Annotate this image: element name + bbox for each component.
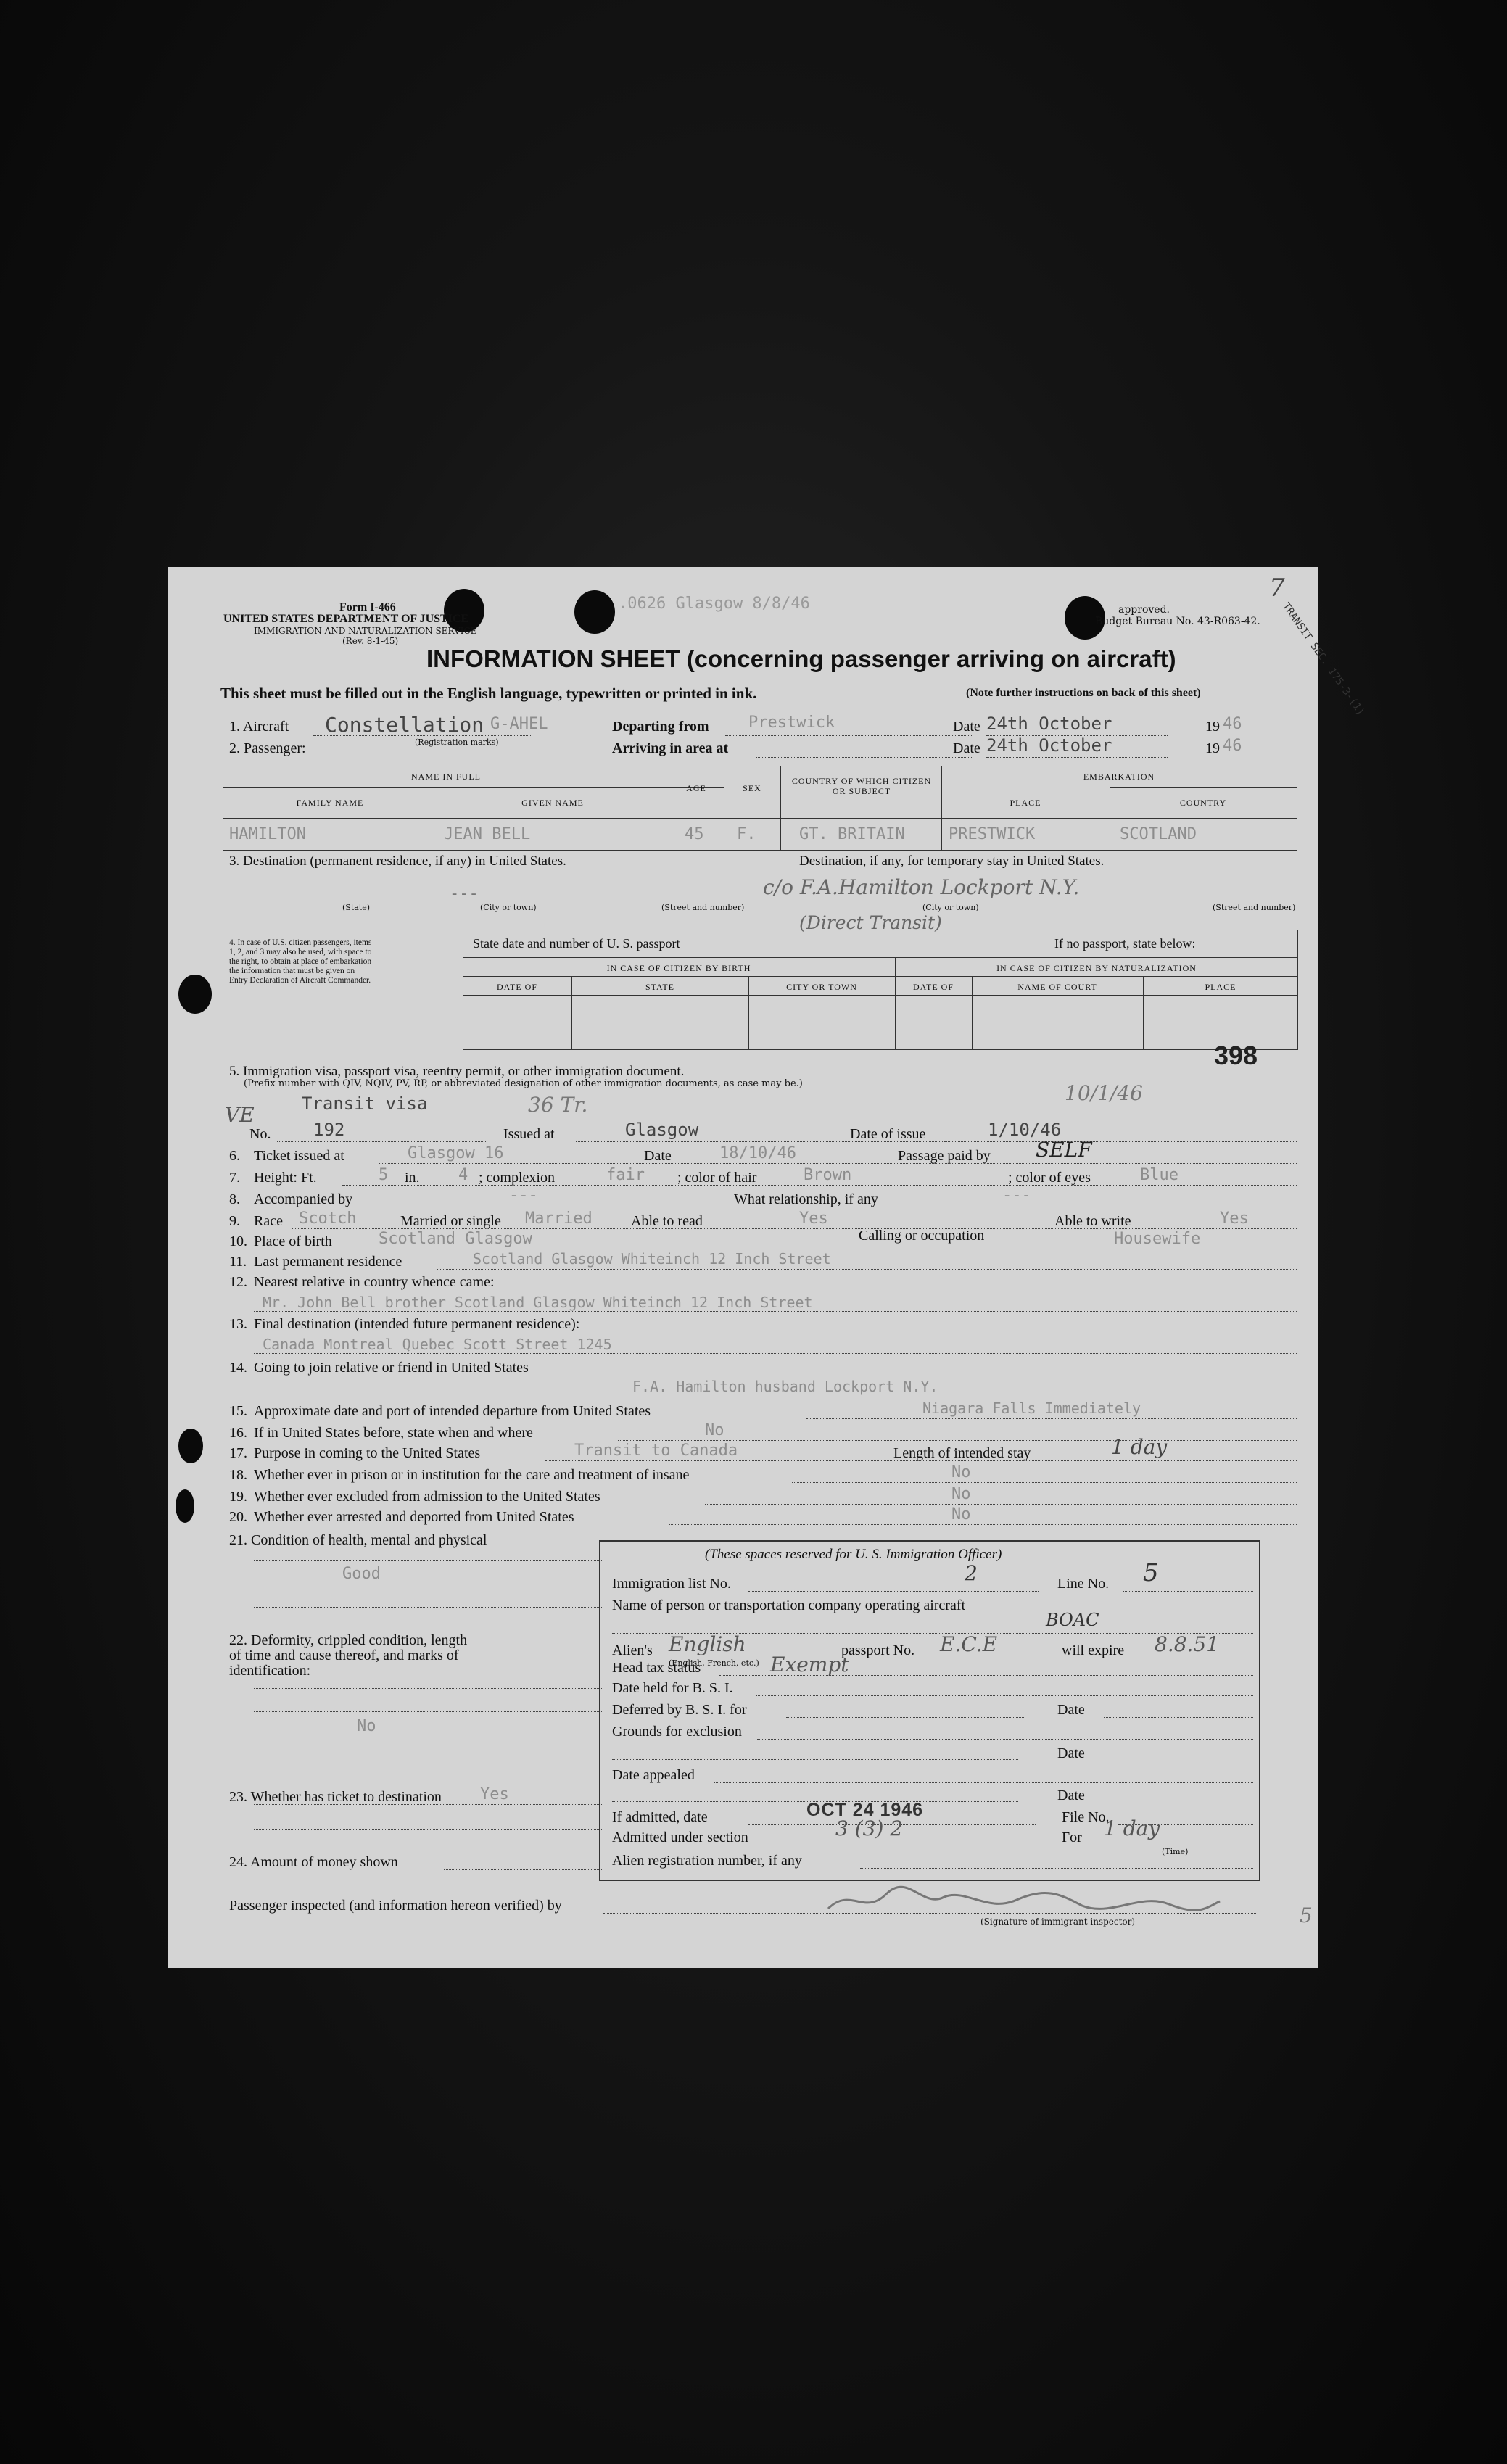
departing-value: Prestwick bbox=[748, 714, 835, 732]
family-name-header: FAMILY NAME bbox=[296, 798, 364, 808]
item-10-right-label: Calling or occupation bbox=[859, 1228, 985, 1244]
appealed-label: Date appealed bbox=[612, 1767, 695, 1783]
age-value: 45 bbox=[685, 825, 704, 843]
item-6-num: 6. bbox=[229, 1148, 240, 1164]
q4-col-3: CITY OR TOWN bbox=[786, 982, 857, 992]
q5-sub: (Prefix number with QIV, NQIV, PV, RP, or abbreviated designation of other immigration documents, as case may be.) bbox=[244, 1078, 803, 1089]
item-18-num: 18. bbox=[229, 1467, 247, 1483]
alien-value: English bbox=[669, 1632, 746, 1656]
headtax-label: Head tax status bbox=[612, 1660, 701, 1676]
aircraft-reg: G-AHEL bbox=[490, 715, 548, 733]
aircraft-value: Constellation bbox=[325, 713, 484, 737]
line-no-value: 5 bbox=[1143, 1558, 1159, 1587]
information-sheet bbox=[168, 567, 1367, 1968]
item-20-label: Whether ever arrested and deported from United States bbox=[254, 1509, 574, 1525]
admitted-stamp: OCT 24 1946 bbox=[806, 1800, 924, 1820]
q3-sub-street: (Street and number) bbox=[661, 903, 745, 912]
item-7-num: 7. bbox=[229, 1170, 240, 1186]
bsi-label: Date held for B. S. I. bbox=[612, 1680, 733, 1696]
item-8-num: 8. bbox=[229, 1191, 240, 1207]
q4-label: 4. In case of U.S. citizen passengers, items 1, 2, and 3 may also be used, with space to the right, to obtain at place of embarkation the information that must be given on Entry Declaration of Aircraft Commander. bbox=[229, 938, 372, 985]
item-6-mid-label: Date bbox=[644, 1148, 672, 1164]
immigration-list-label: Immigration list No. bbox=[612, 1576, 731, 1592]
item-9-right-value: Yes bbox=[1220, 1210, 1249, 1228]
registration-label: Alien registration number, if any bbox=[612, 1853, 802, 1869]
item-6-mid-value: 18/10/46 bbox=[719, 1144, 796, 1162]
item-9-value: Scotch bbox=[299, 1210, 357, 1228]
transport-label: Name of person or transportation company operating aircraft bbox=[612, 1597, 966, 1613]
departing-label: Departing from bbox=[612, 719, 709, 735]
item-7-m3-value: Brown bbox=[804, 1166, 852, 1184]
given-name-value: JEAN BELL bbox=[444, 825, 531, 843]
revision: (Rev. 8-1-45) bbox=[342, 636, 399, 646]
page-title: INFORMATION SHEET (concerning passenger arriving on aircraft) bbox=[426, 645, 1176, 672]
item-15-label: Approximate date and port of intended departure from United States bbox=[254, 1403, 651, 1419]
q21-value: Good bbox=[342, 1565, 381, 1583]
expire-label: will expire bbox=[1062, 1642, 1125, 1658]
item-6-right-value: SELF bbox=[1036, 1138, 1092, 1162]
item-20-value: No bbox=[951, 1505, 971, 1524]
q5-date-hand: 10/1/46 bbox=[1065, 1081, 1143, 1105]
q4-by-nat: IN CASE OF CITIZEN BY NATURALIZATION bbox=[996, 963, 1197, 973]
item-7-label: Height: Ft. bbox=[254, 1170, 317, 1186]
q21-label: 21. Condition of health, mental and physical bbox=[229, 1532, 487, 1548]
item-14-value: F.A. Hamilton husband Lockport N.Y. bbox=[632, 1378, 938, 1395]
item-17-right-value: 1 day bbox=[1111, 1435, 1168, 1459]
item-13-label: Final destination (intended future permanent residence): bbox=[254, 1316, 580, 1332]
q3-sub-city-right: (City or town) bbox=[922, 903, 979, 912]
year-value: 46 bbox=[1223, 715, 1242, 733]
alien-label: Alien's bbox=[612, 1642, 653, 1658]
place-value: PRESTWICK bbox=[949, 825, 1036, 843]
section-label: Admitted under section bbox=[612, 1830, 748, 1845]
item-16-value: No bbox=[705, 1421, 724, 1439]
service: IMMIGRATION AND NATURALIZATION SERVICE bbox=[254, 626, 477, 636]
item-8-value: --- bbox=[509, 1186, 538, 1204]
q5-date-label: Date of issue bbox=[850, 1126, 926, 1142]
item-15-num: 15. bbox=[229, 1403, 247, 1419]
q5-label: 5. Immigration visa, passport visa, reentry permit, or other immigration document. bbox=[229, 1064, 685, 1079]
item-16-label: If in United States before, state when and where bbox=[254, 1425, 533, 1441]
year-prefix: 19 bbox=[1205, 719, 1220, 735]
for-label: For bbox=[1062, 1830, 1082, 1845]
item-8-right-label: What relationship, if any bbox=[734, 1191, 878, 1207]
q4-col-6: PLACE bbox=[1205, 982, 1236, 992]
q24-label: 24. Amount of money shown bbox=[229, 1854, 398, 1870]
punch-hole bbox=[574, 590, 615, 634]
item-9-mid-label: Married or single bbox=[400, 1213, 501, 1229]
q23-value: Yes bbox=[480, 1785, 509, 1803]
item-12-label: Nearest relative in country whence came: bbox=[254, 1274, 495, 1290]
line-no-label: Line No. bbox=[1057, 1576, 1110, 1592]
inspected-label: Passenger inspected (and information hereon verified) by bbox=[229, 1898, 562, 1914]
for-value: 1 day bbox=[1104, 1816, 1160, 1840]
sex-value: F. bbox=[737, 825, 756, 843]
item-17-label: Purpose in coming to the United States bbox=[254, 1445, 481, 1461]
expire-value: 8.8.51 bbox=[1155, 1632, 1220, 1656]
item-10-num: 10. bbox=[229, 1233, 247, 1249]
q22-label: 22. Deformity, crippled condition, length of time and cause thereof, and marks of identification: bbox=[229, 1632, 468, 1679]
q4-by-birth: IN CASE OF CITIZEN BY BIRTH bbox=[606, 963, 751, 973]
date2-value: 24th October bbox=[986, 735, 1112, 756]
q3-sub-street-right: (Street and number) bbox=[1213, 903, 1296, 912]
age-header: AGE bbox=[686, 783, 706, 793]
q4-col-1: DATE OF bbox=[496, 982, 537, 992]
q4-col-5: NAME OF COURT bbox=[1017, 982, 1097, 992]
date-value: 24th October bbox=[986, 714, 1112, 734]
department: UNITED STATES DEPARTMENT OF JUSTICE bbox=[223, 613, 469, 625]
exclusion-label: Grounds for exclusion bbox=[612, 1724, 742, 1740]
q5-date-value: 1/10/46 bbox=[988, 1120, 1062, 1140]
family-name-value: HAMILTON bbox=[229, 825, 306, 843]
item-12-value: Mr. John Bell brother Scotland Glasgow Whiteinch 12 Inch Street bbox=[263, 1294, 813, 1311]
passport-label: passport No. bbox=[841, 1642, 915, 1658]
item-20-num: 20. bbox=[229, 1509, 247, 1525]
q4-col-4: DATE OF bbox=[912, 982, 954, 992]
passenger-label: 2. Passenger: bbox=[229, 740, 306, 756]
item-19-num: 19. bbox=[229, 1489, 247, 1505]
item-17-right-label: Length of intended stay bbox=[893, 1445, 1031, 1461]
item-9-label: Race bbox=[254, 1213, 283, 1229]
q5-doc-type: Transit visa bbox=[302, 1093, 428, 1114]
q4-state-date: State date and number of U. S. passport bbox=[473, 936, 680, 951]
item-6-right-label: Passage paid by bbox=[898, 1148, 991, 1164]
place-header: PLACE bbox=[1010, 798, 1041, 808]
name-in-full-header: NAME IN FULL bbox=[411, 772, 481, 782]
item-7-mid-label: in. bbox=[405, 1170, 420, 1186]
item-7-value: 5 bbox=[379, 1166, 389, 1184]
exclusion-date-label: Date bbox=[1057, 1745, 1085, 1761]
punch-hole bbox=[176, 1489, 194, 1523]
file-no-label: File No. bbox=[1062, 1809, 1110, 1825]
item-7-right-label: ; color of eyes bbox=[1008, 1170, 1091, 1186]
item-7-mid-value: 4 bbox=[458, 1166, 468, 1184]
reg-label: (Registration marks) bbox=[415, 737, 499, 747]
item-11-num: 11. bbox=[229, 1254, 247, 1270]
item-10-right-value: Housewife bbox=[1114, 1230, 1201, 1248]
item-18-label: Whether ever in prison or in institution for the care and treatment of insane bbox=[254, 1467, 690, 1483]
date-label: Date bbox=[953, 719, 980, 735]
item-7-right-value: Blue bbox=[1140, 1166, 1178, 1184]
item-7-m2-label: ; complexion bbox=[479, 1170, 555, 1186]
q3-note: (Direct Transit) bbox=[799, 912, 942, 933]
item-18-value: No bbox=[951, 1463, 971, 1481]
q5-prefix-mark: VE bbox=[225, 1103, 255, 1127]
item-14-num: 14. bbox=[229, 1360, 247, 1376]
citizen-header: COUNTRY OF WHICH CITIZEN OR SUBJECT bbox=[791, 776, 932, 797]
time-sub: (Time) bbox=[1162, 1847, 1189, 1856]
item-12-num: 12. bbox=[229, 1274, 247, 1290]
q3-value-left: --- bbox=[450, 885, 479, 903]
item-9-m2-label: Able to read bbox=[631, 1213, 703, 1229]
q3-label-right: Destination, if any, for temporary stay in United States. bbox=[799, 853, 1105, 869]
item-11-value: Scotland Glasgow Whiteinch 12 Inch Street bbox=[473, 1250, 831, 1268]
item-9-right-label: Able to write bbox=[1054, 1213, 1131, 1229]
arriving-label: Arriving in area at bbox=[612, 740, 729, 756]
citizen-value: GT. BRITAIN bbox=[799, 825, 905, 843]
item-7-m3-label: ; color of hair bbox=[677, 1170, 757, 1186]
country-value: SCOTLAND bbox=[1120, 825, 1197, 843]
punch-hole bbox=[178, 1429, 203, 1463]
embarkation-header: EMBARKATION bbox=[1083, 772, 1155, 782]
given-name-header: GIVEN NAME bbox=[521, 798, 584, 808]
instruction-right: (Note further instructions on back of this sheet) bbox=[966, 687, 1201, 699]
item-19-value: No bbox=[951, 1485, 971, 1503]
item-17-num: 17. bbox=[229, 1445, 247, 1461]
date2-label: Date bbox=[953, 740, 980, 756]
item-8-right-value: --- bbox=[1002, 1186, 1031, 1204]
transit-stamp: TRANSIT SEC. 175-3-(1) bbox=[1279, 600, 1367, 718]
aircraft-label: 1. Aircraft bbox=[229, 719, 289, 735]
admitted-label: If admitted, date bbox=[612, 1809, 708, 1825]
appealed-date-label: Date bbox=[1057, 1787, 1085, 1803]
q3-sub-city: (City or town) bbox=[480, 903, 537, 912]
deferred-label: Deferred by B. S. I. for bbox=[612, 1702, 747, 1718]
sex-header: SEX bbox=[743, 783, 761, 793]
corner-mark: 7 bbox=[1269, 574, 1285, 603]
item-6-label: Ticket issued at bbox=[254, 1148, 344, 1164]
q5-no-value: 192 bbox=[313, 1120, 345, 1140]
item-10-label: Place of birth bbox=[254, 1233, 332, 1249]
officer-box-title: (These spaces reserved for U. S. Immigration Officer) bbox=[705, 1547, 1002, 1562]
item-11-label: Last permanent residence bbox=[254, 1254, 402, 1270]
side-mark: 5 bbox=[1300, 1903, 1313, 1927]
passport-value: E.C.E bbox=[940, 1632, 998, 1656]
item-19-label: Whether ever excluded from admission to the United States bbox=[254, 1489, 600, 1505]
q4-no-passport: If no passport, state below: bbox=[1054, 936, 1196, 951]
form-number: Form I-466 bbox=[339, 601, 396, 613]
transport-value: BOAC bbox=[1046, 1610, 1099, 1630]
item-16-num: 16. bbox=[229, 1425, 247, 1441]
q5-no-label: No. bbox=[249, 1126, 271, 1142]
item-9-m2-value: Yes bbox=[799, 1210, 828, 1228]
item-9-num: 9. bbox=[229, 1213, 240, 1229]
q23-label: 23. Whether has ticket to destination bbox=[229, 1789, 442, 1805]
item-13-num: 13. bbox=[229, 1316, 247, 1332]
top-stamp: .0626 Glasgow 8/8/46 bbox=[618, 595, 810, 613]
headtax-value: Exempt bbox=[770, 1653, 849, 1677]
alien-sub: (English, French, etc.) bbox=[669, 1658, 759, 1668]
punch-hole bbox=[178, 975, 212, 1014]
item-6-value: Glasgow 16 bbox=[408, 1144, 504, 1162]
year2-value: 46 bbox=[1223, 737, 1242, 755]
approved-top: approved. bbox=[1118, 604, 1170, 616]
item-17-value: Transit to Canada bbox=[574, 1442, 738, 1460]
item-9-mid-value: Married bbox=[525, 1210, 593, 1228]
q5-handwritten: 36 Tr. bbox=[528, 1093, 588, 1117]
signature-sub: (Signature of immigrant inspector) bbox=[980, 1917, 1136, 1927]
q4-col-2: STATE bbox=[645, 982, 675, 992]
item-14-label: Going to join relative or friend in United States bbox=[254, 1360, 529, 1376]
section-value: 3 (3) 2 bbox=[835, 1816, 904, 1840]
budget-bureau: Budget Bureau No. 43-R063-42. bbox=[1095, 616, 1260, 627]
item-15-value: Niagara Falls Immediately bbox=[922, 1400, 1141, 1417]
q3-value-right: c/o F.A.Hamilton Lockport N.Y. bbox=[763, 875, 1080, 899]
country-header: COUNTRY bbox=[1179, 798, 1227, 808]
number-stamp: 398 bbox=[1214, 1041, 1258, 1070]
item-7-m2-value: fair bbox=[606, 1166, 645, 1184]
item-10-value: Scotland Glasgow bbox=[379, 1230, 532, 1248]
item-13-value: Canada Montreal Quebec Scott Street 1245 bbox=[263, 1336, 612, 1353]
q5-issued-label: Issued at bbox=[503, 1126, 555, 1142]
instruction-left: This sheet must be filled out in the English language, typewritten or printed in ink. bbox=[220, 685, 757, 702]
deferred-date-label: Date bbox=[1057, 1702, 1085, 1718]
immigration-list-value: 2 bbox=[965, 1561, 978, 1585]
q22-value: No bbox=[357, 1717, 376, 1735]
year2-prefix: 19 bbox=[1205, 740, 1220, 756]
q3-sub-state: (State) bbox=[342, 903, 371, 912]
q3-label: 3. Destination (permanent residence, if any) in United States. bbox=[229, 853, 566, 869]
item-8-label: Accompanied by bbox=[254, 1191, 353, 1207]
q5-issued-value: Glasgow bbox=[625, 1120, 699, 1140]
